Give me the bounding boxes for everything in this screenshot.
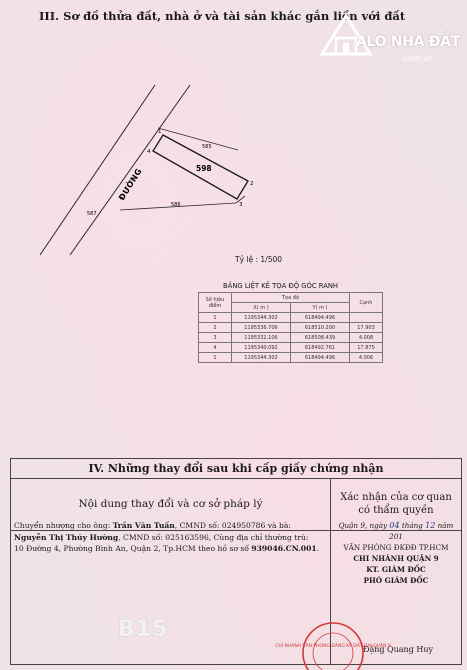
- table-row: [199, 323, 383, 333]
- buyer-name-2: Nguyễn Thị Thúy Hường: [14, 532, 119, 542]
- date-month: 12: [425, 521, 436, 530]
- header-point: Số hiệu điểm: [199, 293, 232, 313]
- content-text: .: [316, 544, 320, 553]
- table-row: [199, 343, 383, 353]
- coord-table-title: BẢNG LIỆT KÊ TỌA ĐỘ GÓC RANH: [223, 282, 339, 290]
- y-cell: 618494.496: [291, 313, 350, 323]
- point-cell: 4: [199, 343, 232, 353]
- edge-cell: 4.008: [350, 333, 383, 343]
- y-cell: 618508.439: [291, 333, 350, 343]
- x-cell: 1195344.302: [232, 313, 291, 323]
- parcel-map: [0, 0, 467, 290]
- x-cell: 1195344.302: [232, 353, 291, 363]
- x-cell: 1195332.106: [232, 333, 291, 343]
- branch-name: CHI NHÁNH QUẬN 9: [353, 554, 439, 563]
- table-row: [199, 353, 383, 363]
- office-name: VĂN PHÒNG ĐKĐĐ TP.HCM: [343, 543, 449, 552]
- road-edge-right: [70, 85, 190, 255]
- neighbor-left-label: 587: [87, 211, 97, 217]
- content-text: , CMND số: 024950786 và bà:: [174, 521, 291, 530]
- seal-text: CHI NHÁNH VĂN PHÒNG ĐĂNG KÝ ĐẤT ĐAI QUẬN 9: [275, 644, 391, 649]
- y-cell: 618510.200: [291, 323, 350, 333]
- content-text: Chuyển nhượng cho ông:: [14, 521, 113, 530]
- y-cell: 618494.496: [291, 353, 350, 363]
- header-edge: Cạnh: [350, 293, 383, 313]
- stamp-code: B15: [118, 617, 169, 642]
- edge-cell: 17.903: [350, 323, 383, 333]
- confirm-title-line2: có thẩm quyền: [358, 505, 434, 516]
- table-row: [199, 333, 383, 343]
- buyer-name-1: Trần Văn Tuấn: [112, 521, 175, 530]
- date-text: Quận 9, ngày: [338, 521, 390, 530]
- confirm-title-line1: Xác nhận của cơ quan: [340, 492, 452, 503]
- content-text: 10 Đường 4, Phường Bình An, Quận 2, Tp.HCM theo hồ sơ số: [14, 544, 252, 553]
- section-title: III. Sơ đồ thửa đất, nhà ở và tài sản khác gắn liền với đất: [39, 9, 406, 23]
- x-cell: 1195340.092: [232, 343, 291, 353]
- point-cell: 2: [199, 323, 232, 333]
- signer-role-1: KT. GIÁM ĐỐC: [366, 565, 426, 574]
- edge-cell: 17.875: [350, 343, 383, 353]
- date-day: 04: [389, 521, 400, 530]
- point-cell: 1: [199, 353, 232, 363]
- map-scale: Tỷ lệ : 1/500: [235, 255, 283, 264]
- header-y: Y( m ): [291, 303, 350, 313]
- y-cell: 618492.761: [291, 343, 350, 353]
- parcel-number: 598: [196, 164, 212, 173]
- date-text: tháng: [399, 521, 426, 530]
- neighbor-bottom-label: 586: [171, 202, 181, 208]
- content-column-title: Nội dung thay đổi và cơ sở pháp lý: [11, 478, 330, 531]
- corner-label-1: 1: [158, 129, 162, 135]
- corner-label-2: 2: [250, 181, 254, 187]
- header-coords: Tọa độ: [232, 293, 350, 303]
- changes-section: [10, 458, 462, 665]
- confirmation-block: [333, 520, 459, 586]
- signer-name: Đặng Quang Huy: [363, 645, 433, 654]
- road-label: ĐƯỜNG: [117, 166, 144, 203]
- coord-table: [198, 292, 383, 363]
- edge-cell: 4.006: [350, 353, 383, 363]
- signer-role-2: PHÓ GIÁM ĐỐC: [363, 576, 429, 585]
- dossier-code: 939046.CN.001: [251, 544, 317, 553]
- changes-heading: IV. Những thay đổi sau khi cấp giấy chứng nhận: [11, 459, 461, 479]
- table-row: [199, 313, 383, 323]
- header-x: X( m ): [232, 303, 291, 313]
- official-seal: [275, 617, 391, 667]
- logo-brand: ALO NHÀ ĐẤT: [356, 34, 460, 50]
- corner-label-3: 3: [239, 202, 243, 208]
- corner-label-4: 4: [147, 149, 151, 155]
- logo-domain: .com.vn: [401, 54, 433, 63]
- edge-cell: [350, 313, 383, 323]
- neighbor-top-label: 585: [202, 144, 212, 150]
- x-cell: 1195336.706: [232, 323, 291, 333]
- point-cell: 3: [199, 333, 232, 343]
- point-cell: 1: [199, 313, 232, 323]
- date-text: năm 201: [389, 521, 454, 541]
- content-text: , CMND số: 025163596, Cùng địa chỉ thường trú:: [118, 532, 309, 542]
- change-content: [14, 520, 326, 555]
